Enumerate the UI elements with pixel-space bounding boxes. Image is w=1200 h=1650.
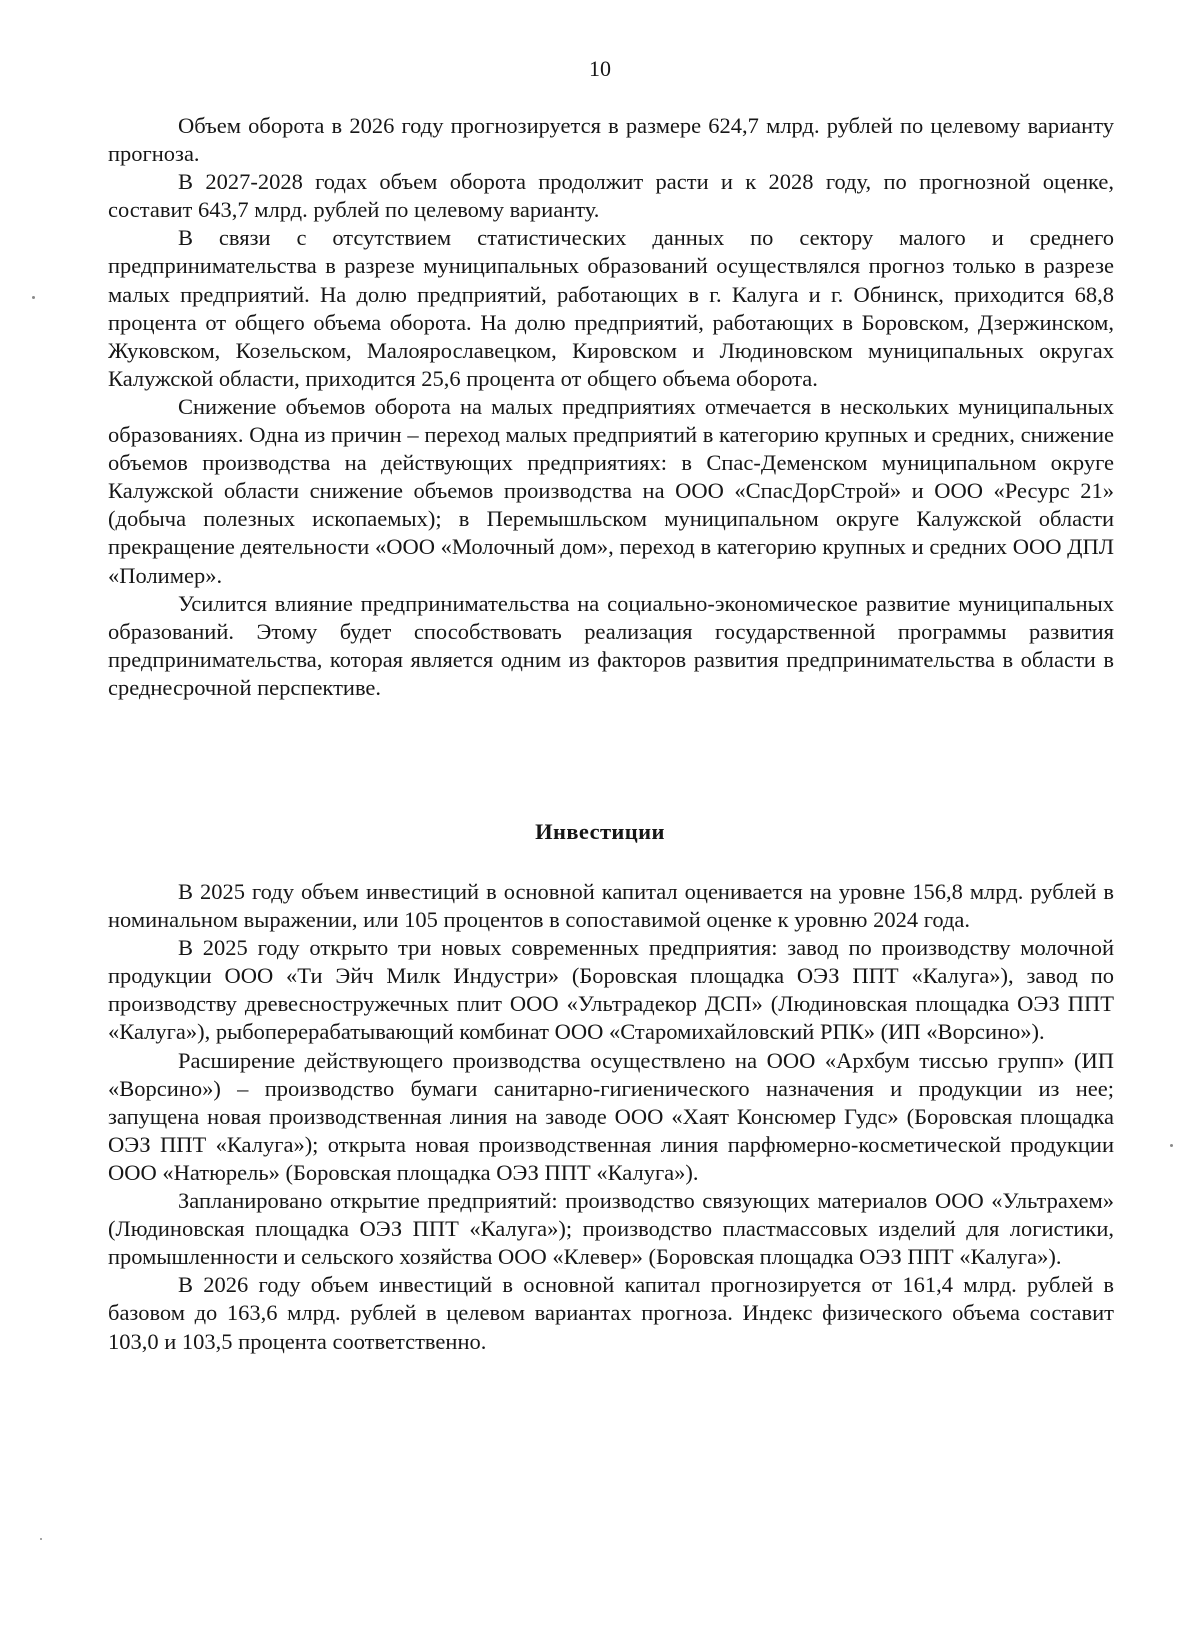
paragraph: В 2026 году объем инвестиций в основной капитал прогнозируется от 161,4 млрд. рублей в базовом до 163,6 млрд. рублей в целевом вариантах прогноза. Индекс физического объема составит 103,0 и 103,5 процента соответственно. [108,1272,1114,1354]
paragraph: Снижение объемов оборота на малых предприятиях отмечается в нескольких муниципальных образованиях. Одна из причин – переход малых предприятий в категорию крупных и средних, снижение объемов производства на действующих предприятиях: в Спас-Деменском муниципальном округе Калужской области снижение объемов производства на ООО «СпасДорСтрой» и ООО «Ресурс 21» (добыча полезных ископаемых); в Перемышльском муниципальном округе Калужской области прекращение деятельности «ООО «Молочный дом», переход в категорию крупных и средних ООО ДПЛ «Полимер». [108,393,1114,588]
paragraph: Запланировано открытие предприятий: производство связующих материалов ООО «Ультрахем» (Людиновская площадка ОЭЗ ППТ «Калуга»); производство пластмассовых изделий для логистики, промышленности и сельского хозяйства ООО «Клевер» (Боровская площадка ОЭЗ ППТ «Калуга»). [108,1188,1114,1270]
paragraph: В 2027-2028 годах объем оборота продолжит расти и к 2028 году, по прогнозной оценке, составит 643,7 млрд. рублей по целевому варианту. [108,169,1114,223]
paragraph: Расширение действующего производства осуществлено на ООО «Архбум тиссью групп» (ИП «Ворсино») – производство бумаги санитарно-гигиенического назначения и продукции из нее; запущена новая производственная линия на заводе ООО «Хаят Консюмер Гудс» (Боровская площадка ОЭЗ ППТ «Калуга»); открыта новая производственная линия парфюмерно-косметической продукции ООО «Натюрель» (Боровская площадка ОЭЗ ППТ «Калуга»). [108,1047,1114,1185]
paragraph: Усилится влияние предпринимательства на социально-экономическое развитие муниципальных образований. Этому будет способствовать реализация государственной программы развития предпринимательства, которая является одним из факторов развития предпринимательства в области в среднесрочной перспективе. [108,590,1114,700]
paragraph: В 2025 году объем инвестиций в основной капитал оценивается на уровне 156,8 млрд. рублей в номинальном выражении, или 105 процентов в сопоставимой оценке к уровню 2024 года. [108,879,1114,933]
paragraph: В 2025 году открыто три новых современных предприятия: завод по производству молочной продукции ООО «Ти Эйч Милк Индустри» (Боровская площадка ОЭЗ ППТ «Калуга»), завод по производству древесностружечных плит ООО «Ультрадекор ДСП» (Людиновская площадка ОЭЗ ППТ «Калуга»), рыбоперерабатывающий комбинат ООО «Старомихайловский РПК» (ИП «Ворсино»). [108,935,1114,1045]
section-heading: Инвестиции [535,819,665,844]
body-text-top [108,112,1114,702]
page-number: 10 [589,56,611,81]
body-text-bottom [108,878,1114,1356]
scan-speck [40,1538,42,1540]
scan-speck [1170,1144,1173,1147]
paragraph: В связи с отсутствием статистических данных по сектору малого и среднего предпринимательства в разрезе муниципальных образований осуществлялся прогноз только в разрезе малых предприятий. На долю предприятий, работающих в г. Калуга и г. Обнинск, приходится 68,8 процента от общего объема оборота. На долю предприятий, работающих в Боровском, Дзержинском, Жуковском, Козельском, Малоярославецком, Кировском и Людиновском муниципальных округах Калужской области, приходится 25,6 процента от общего объема оборота. [108,225,1114,391]
paragraph: Объем оборота в 2026 году прогнозируется в размере 624,7 млрд. рублей по целевому варианту прогноза. [108,113,1114,167]
scan-speck [32,296,35,299]
